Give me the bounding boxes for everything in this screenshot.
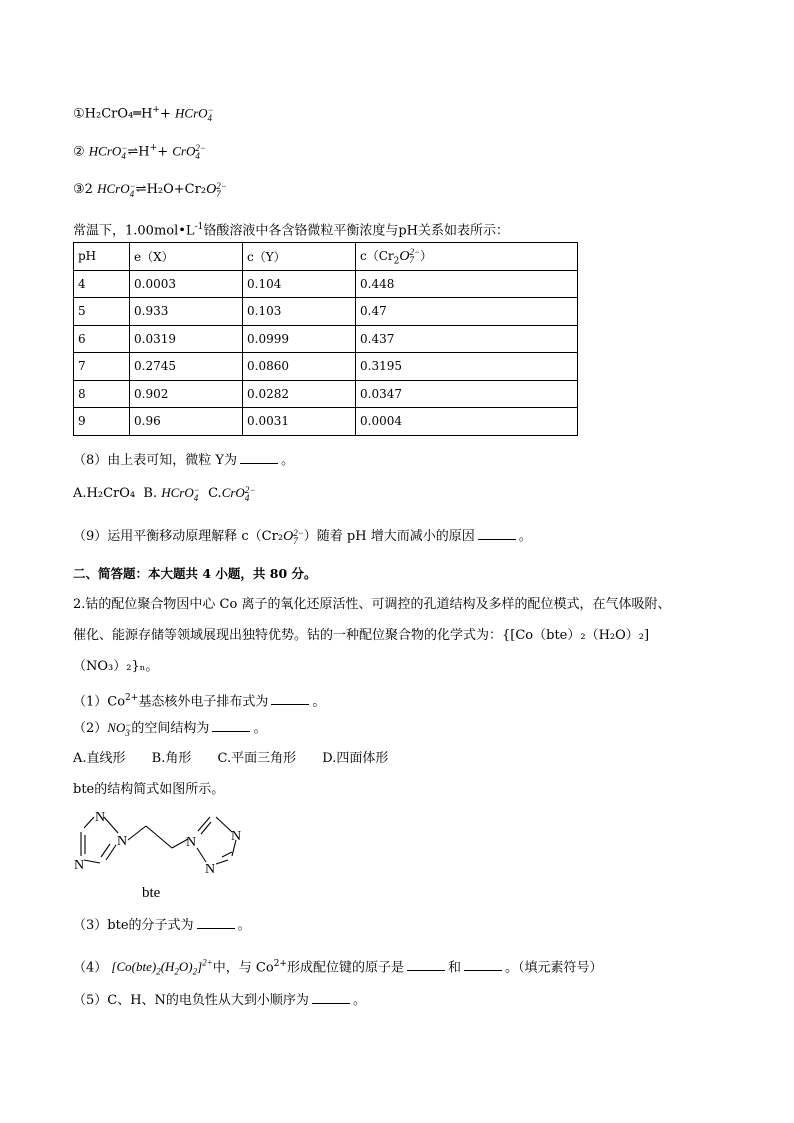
option-d: D.四面体形 xyxy=(322,751,389,766)
equation-2-arrow: ⇌ xyxy=(127,144,139,160)
cell-cr2o7: 0.448 xyxy=(356,270,578,298)
cell-cr2o7: 0.3195 xyxy=(356,353,578,381)
option-b-charge: − xyxy=(193,484,200,495)
cell-x: 0.2745 xyxy=(130,353,243,381)
cell-x: 0.96 xyxy=(130,408,243,436)
equation-2-ion-sub: 4 xyxy=(121,150,126,161)
header-cr2o7-charge: 2− xyxy=(409,247,421,258)
subquestion-3-text: （3）bte的分子式为 xyxy=(73,918,194,933)
subquestion-1-text: （1）Co xyxy=(73,694,126,710)
equation-1 xyxy=(73,101,214,123)
subquestion-4-sup: 2+ xyxy=(273,959,287,969)
subquestion-3 xyxy=(73,916,251,935)
option-c-ion: CrO xyxy=(221,485,245,500)
option-c: C.平面三角形 xyxy=(217,751,297,766)
equation-2-plus: + xyxy=(157,144,169,160)
subquestion-2-sub: 3 xyxy=(125,727,130,738)
equation-1-h: H xyxy=(141,106,153,122)
table-row xyxy=(74,380,578,408)
cell-ph: 6 xyxy=(74,325,130,353)
cell-x: 0.902 xyxy=(130,380,243,408)
header-y: c（Y） xyxy=(243,243,356,271)
atom-n: N xyxy=(95,810,106,825)
equation-1-number: ① xyxy=(73,106,85,122)
answer-blank[interactable] xyxy=(407,958,445,971)
cell-ph: 9 xyxy=(74,408,130,436)
subquestion-1-end: 。 xyxy=(312,694,326,710)
subquestion-2-options xyxy=(73,750,388,768)
option-b-sub: 4 xyxy=(193,492,199,503)
equation-1-ion: HCrO xyxy=(175,105,208,121)
subquestion-5 xyxy=(73,991,366,1010)
section-heading: 二、简答题：本大题共 4 小题，共 80 分。 xyxy=(73,566,317,581)
bte-structure-diagram xyxy=(70,808,260,904)
equation-1-ion-charge: − xyxy=(207,104,214,115)
subquestion-4-text: 中，与 Co xyxy=(212,960,274,976)
subquestion-3-end: 。 xyxy=(237,918,251,933)
question-9-text: （9）运用平衡移动原理解释 c（Cr₂ xyxy=(73,529,284,544)
cell-y: 0.104 xyxy=(243,270,356,298)
table-intro-sup: -1 xyxy=(194,222,204,232)
subquestion-4 xyxy=(73,954,603,981)
subquestion-2-end: 。 xyxy=(253,721,267,736)
equation-2-h-charge: + xyxy=(149,143,158,153)
equation-1-ion-sub: 4 xyxy=(207,112,213,123)
concentration-table xyxy=(73,242,578,436)
question-8 xyxy=(73,451,294,470)
table-row xyxy=(74,408,578,436)
header-cr2o7 xyxy=(356,243,578,271)
complex-formula-sub1: 2 xyxy=(156,966,161,977)
subquestion-4-end: 。（填元素符号） xyxy=(505,960,603,976)
header-cr2o7-o: O xyxy=(399,248,410,264)
option-b: B.角形 xyxy=(151,751,192,766)
cell-x: 0.0003 xyxy=(130,270,243,298)
header-cr2o7-sub2: 2 xyxy=(393,255,400,266)
equation-3-o-charge: 2− xyxy=(216,180,227,191)
cell-y: 0.0999 xyxy=(243,325,356,353)
complex-formula-b: (H xyxy=(160,959,175,975)
subquestion-4-text-end: 形成配位键的原子是 xyxy=(286,960,404,976)
table-intro-text: 常温下，1.00mol•L xyxy=(73,223,195,239)
answer-blank[interactable] xyxy=(312,991,350,1004)
question-9-sub: 7 xyxy=(293,535,298,546)
cell-ph: 8 xyxy=(74,380,130,408)
equation-2-h: H xyxy=(138,144,150,160)
header-ph: pH xyxy=(74,243,130,271)
table-row xyxy=(74,270,578,298)
question-9-ion: O xyxy=(283,529,294,544)
table-intro xyxy=(73,218,509,240)
subquestion-4-number: （4） xyxy=(73,960,108,976)
table-row xyxy=(74,325,578,353)
equation-3-o-sub: 7 xyxy=(216,188,221,199)
question-2-line-1: 2.钴的配位聚合物因中心 Co 离子的氧化还原活性、可调控的孔道结构及多样的配位模式，在气体吸附、 xyxy=(73,597,671,612)
equation-3-arrow: ⇌ xyxy=(135,182,147,197)
equation-1-reactant: H₂CrO₄ xyxy=(84,106,134,122)
subquestion-2-text-end: 的空间结构为 xyxy=(131,721,210,736)
equation-2-number: ② xyxy=(73,144,85,160)
equation-3-ion-charge: − xyxy=(129,180,136,191)
equation-2-ion-charge: − xyxy=(121,142,128,153)
option-c-charge: 2− xyxy=(244,484,256,495)
answer-blank[interactable] xyxy=(478,527,516,540)
subquestion-5-end: 。 xyxy=(352,993,366,1008)
subquestion-1-text-end: 基态核外电子排布式为 xyxy=(138,694,269,710)
subquestion-1-sup: 2+ xyxy=(125,693,139,703)
header-x: e（X） xyxy=(130,243,243,271)
cell-cr2o7: 0.437 xyxy=(356,325,578,353)
cell-ph: 4 xyxy=(74,270,130,298)
complex-formula-sub2: 2 xyxy=(174,966,179,977)
equation-3 xyxy=(73,180,227,199)
option-c-sub: 4 xyxy=(244,492,250,503)
equation-3-ion: HCrO xyxy=(97,181,130,196)
question-9-charge: 2− xyxy=(293,527,304,538)
equation-1-arrow: ═ xyxy=(133,106,142,122)
question-8-end: 。 xyxy=(281,453,295,468)
answer-blank[interactable] xyxy=(240,451,278,464)
question-2-line-3: （NO₃）₂}ₙ。 xyxy=(73,659,159,674)
equation-2 xyxy=(73,139,206,161)
equation-2-product-ion: CrO xyxy=(172,143,196,159)
option-a: A.H₂CrO₄ xyxy=(73,486,136,501)
question-9 xyxy=(73,527,532,546)
cell-cr2o7: 0.47 xyxy=(356,298,578,326)
option-b-ion: HCrO xyxy=(161,485,194,500)
cell-y: 0.103 xyxy=(243,298,356,326)
option-a: A.直线形 xyxy=(73,751,126,766)
equation-2-ion: HCrO xyxy=(88,143,122,159)
complex-formula-charge: 2+ xyxy=(202,958,213,968)
subquestion-1 xyxy=(73,689,325,711)
answer-blank[interactable] xyxy=(197,916,235,929)
cell-ph: 7 xyxy=(74,353,130,381)
answer-blank[interactable] xyxy=(271,692,309,705)
option-b: B. xyxy=(143,486,158,501)
question-9-end: 。 xyxy=(518,529,532,544)
atom-n: N xyxy=(231,829,242,844)
complex-formula-sub3: 2 xyxy=(192,966,198,977)
atom-n: N xyxy=(117,834,128,849)
answer-blank[interactable] xyxy=(212,719,250,732)
cell-y: 0.0031 xyxy=(243,408,356,436)
complex-formula-c: O) xyxy=(178,959,193,975)
subquestion-5-text: （5）C、H、N的电负性从大到小顺序为 xyxy=(73,993,309,1008)
equation-3-ion-sub: 4 xyxy=(129,188,135,199)
atom-n: N xyxy=(205,862,216,877)
subquestion-4-and: 和 xyxy=(447,960,461,976)
equation-3-number: ③ xyxy=(73,182,85,197)
table-row xyxy=(74,298,578,326)
equation-3-coef: 2 xyxy=(84,182,93,197)
subquestion-2-text: （2） xyxy=(73,721,108,736)
cell-ph: 5 xyxy=(74,298,130,326)
cell-x: 0.933 xyxy=(130,298,243,326)
table-row xyxy=(74,353,578,381)
cell-cr2o7: 0.0004 xyxy=(356,408,578,436)
equation-3-products: H₂O+Cr₂ xyxy=(146,182,207,197)
bte-label: bte xyxy=(142,885,161,901)
cell-x: 0.0319 xyxy=(130,325,243,353)
equation-1-h-charge: + xyxy=(152,105,160,115)
answer-blank[interactable] xyxy=(464,958,502,971)
atom-n: N xyxy=(74,858,85,873)
subquestion-2 xyxy=(73,719,266,738)
equation-2-product-charge: 2− xyxy=(195,142,206,153)
table-intro-text-end: 铬酸溶液中各含铬微粒平衡浓度与pH关系如表所示： xyxy=(203,223,510,239)
cell-y: 0.0282 xyxy=(243,380,356,408)
complex-formula: $[Co(bte)_2(H_2O)_2]^{2+}$ xyxy=(111,958,213,977)
subquestion-2-charge: − xyxy=(125,719,132,730)
header-cr2o7-close: ） xyxy=(420,248,433,263)
question-2-line-2: 催化、能源存储等领域展现出独特优势。钴的一种配位聚合物的化学式为：{[Co（bte）₂（H₂O）₂] xyxy=(73,628,650,643)
cell-y: 0.0860 xyxy=(243,353,356,381)
equation-3-o: O xyxy=(206,182,217,197)
equation-1-plus: + xyxy=(159,106,171,122)
question-8-options xyxy=(73,484,255,503)
complex-formula-a: [Co(bte) xyxy=(111,959,157,975)
question-9-text-end: ）随着 pH 增大而减小的原因 xyxy=(303,529,475,544)
bte-intro: bte的结构简式如图所示。 xyxy=(73,782,225,797)
question-8-text: （8）由上表可知，微粒 Y为 xyxy=(73,453,237,468)
bte-atoms xyxy=(74,810,241,877)
atom-n: N xyxy=(186,835,197,850)
header-cr2o7-prefix: c（Cr xyxy=(360,248,394,263)
cell-cr2o7: 0.0347 xyxy=(356,380,578,408)
option-c: C. xyxy=(208,486,222,501)
subquestion-2-ion: NO xyxy=(107,720,126,735)
equation-2-product-sub: 4 xyxy=(195,150,200,161)
header-cr2o7-sub7: 7 xyxy=(409,255,414,266)
table-header-row xyxy=(74,243,578,271)
